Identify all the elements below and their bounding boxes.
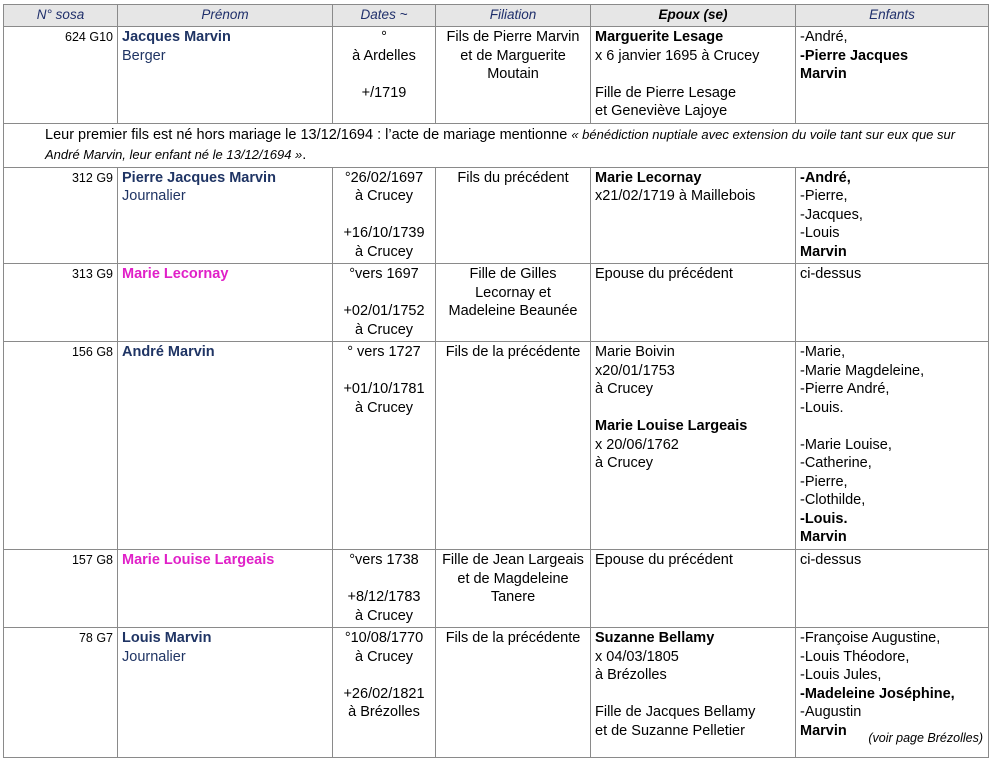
- header-sosa: N° sosa: [4, 5, 118, 27]
- person-occupation: Journalier: [122, 188, 186, 204]
- child-item: -Augustin: [800, 704, 862, 720]
- header-enfants: Enfants: [796, 5, 989, 27]
- dates-cell: [333, 167, 436, 264]
- child-item: -Louis Jules,: [800, 667, 882, 683]
- date-line: à Crucey: [354, 648, 414, 665]
- note-cell: [4, 123, 989, 167]
- table-row: [4, 264, 989, 342]
- note-end: .: [302, 146, 307, 163]
- epoux-cell: [591, 342, 796, 550]
- dates-cell: [333, 342, 436, 550]
- date-line: °10/08/1770: [344, 630, 424, 646]
- date-line: °26/02/1697: [344, 169, 424, 186]
- prenom-cell: [118, 167, 333, 264]
- note-row: [4, 123, 989, 167]
- filiation-cell: Fils de la précédente: [436, 342, 591, 550]
- child-item: Marvin: [800, 66, 847, 82]
- note-quote: « bénédiction nuptiale avec extension du voile tant sur eux que sur André Marvin, leur enfant né le 13/12/1694 »: [45, 126, 956, 162]
- header-dates: Dates ~: [333, 5, 436, 27]
- dates-cell: [333, 27, 436, 124]
- date-line: °vers 1697: [349, 266, 419, 282]
- child-item: -Louis.: [800, 399, 844, 416]
- child-item: -Catherine,: [800, 455, 872, 471]
- dates-cell: [333, 628, 436, 758]
- genealogy-table: [3, 4, 989, 758]
- filiation-cell: Fille de Gilles Lecornay et Madeleine Beaunée: [436, 264, 591, 342]
- child-item: -Pierre,: [800, 473, 848, 490]
- date-line: °: [381, 29, 387, 45]
- child-item: -Marie Magdeleine,: [800, 362, 925, 379]
- spouse-name: Suzanne Bellamy: [595, 630, 715, 646]
- epoux-cell: [591, 628, 796, 758]
- spouse-line: x 20/06/1762: [595, 436, 679, 453]
- sosa-cell: 156 G8: [4, 342, 118, 550]
- header-prenom: Prénom: [118, 5, 333, 27]
- spouse-line: x20/01/1753: [595, 362, 675, 379]
- child-item: -Pierre André,: [800, 381, 890, 397]
- spouse-line: et Geneviève Lajoye: [595, 103, 728, 119]
- child-item: -Françoise Augustine,: [800, 630, 941, 646]
- enfants-cell: ci-dessus: [796, 264, 989, 342]
- prenom-cell: [118, 264, 333, 342]
- table-row: [4, 550, 989, 628]
- child-item: -Jacques,: [800, 206, 863, 223]
- spouse-line: à Crucey: [595, 455, 654, 471]
- date-line: +02/01/1752: [343, 303, 425, 319]
- person-name: Marie Lecornay: [122, 266, 229, 282]
- header-row: [4, 5, 989, 27]
- date-line: +/1719: [361, 84, 407, 101]
- child-item: -Pierre Jacques: [800, 47, 909, 64]
- person-name: Pierre Jacques Marvin: [122, 169, 276, 186]
- spouse-line: à Brézolles: [595, 667, 667, 683]
- date-line: °vers 1738: [349, 552, 419, 568]
- enfants-cell: [796, 342, 989, 550]
- child-item: -Louis: [800, 225, 840, 241]
- enfants-cell: [796, 27, 989, 124]
- sosa-cell: 78 G7: [4, 628, 118, 758]
- child-item: -Louis Théodore,: [800, 648, 910, 665]
- table-row: [4, 342, 989, 550]
- table-row: [4, 27, 989, 124]
- person-name: Jacques Marvin: [122, 29, 231, 45]
- dates-cell: [333, 550, 436, 628]
- child-item: -Pierre,: [800, 188, 848, 204]
- sosa-cell: 624 G10: [4, 27, 118, 124]
- epoux-cell: [591, 27, 796, 124]
- spouse-name: Marie Louise Largeais: [595, 418, 748, 434]
- date-line: à Crucey: [354, 188, 414, 204]
- header-epoux: Epoux (se): [591, 5, 796, 27]
- prenom-cell: [118, 550, 333, 628]
- date-line: +01/10/1781: [343, 381, 425, 397]
- prenom-cell: [118, 342, 333, 550]
- filiation-cell: Fils de Pierre Marvin et de Marguerite Moutain: [436, 27, 591, 124]
- spouse-line: Fille de Pierre Lesage: [595, 84, 737, 101]
- date-line: à Crucey: [354, 243, 414, 260]
- sosa-cell: 312 G9: [4, 167, 118, 264]
- date-line: +8/12/1783: [347, 589, 421, 605]
- date-line: à Ardelles: [352, 47, 416, 64]
- filiation-cell: Fille de Jean Largeais et de Magdeleine Tanere: [436, 550, 591, 628]
- date-line: +16/10/1739: [343, 225, 425, 241]
- header-filiation: Filiation: [436, 5, 591, 27]
- epoux-cell: [591, 167, 796, 264]
- enfants-cell: [796, 167, 989, 264]
- prenom-cell: [118, 628, 333, 758]
- prenom-cell: [118, 27, 333, 124]
- person-name: Louis Marvin: [122, 630, 212, 646]
- spouse-line: Marie Boivin: [595, 344, 675, 360]
- date-line: à Crucey: [354, 399, 414, 416]
- date-line: à Crucey: [354, 607, 414, 624]
- child-item: -Marie,: [800, 344, 846, 360]
- date-line: à Crucey: [354, 321, 414, 338]
- date-line: +26/02/1821: [343, 685, 425, 702]
- spouse-line: x 04/03/1805: [595, 648, 679, 665]
- date-line: ° vers 1727: [347, 344, 421, 360]
- table-row: [4, 628, 989, 758]
- dates-cell: [333, 264, 436, 342]
- child-item: -Clothilde,: [800, 492, 866, 508]
- date-line: à Brézolles: [348, 704, 420, 720]
- table-row: [4, 167, 989, 264]
- spouse-line: x21/02/1719 à Maillebois: [595, 188, 756, 204]
- spouse-line: Fille de Jacques Bellamy: [595, 704, 756, 720]
- spouse-line: x 6 janvier 1695 à Crucey: [595, 47, 760, 64]
- child-item: -Marie Louise,: [800, 436, 892, 453]
- spouse-line: à Crucey: [595, 381, 654, 397]
- enfants-cell: ci-dessus: [796, 550, 989, 628]
- filiation-cell: Fils du précédent: [436, 167, 591, 264]
- child-item: Marvin: [800, 722, 847, 739]
- child-item: -André,: [800, 169, 851, 186]
- person-name: Marie Louise Largeais: [122, 552, 275, 568]
- sosa-cell: 313 G9: [4, 264, 118, 342]
- footnote: (voir page Brézolles): [868, 731, 983, 745]
- spouse-name: Marguerite Lesage: [595, 29, 724, 45]
- person-name: André Marvin: [122, 344, 215, 360]
- note-text: Leur premier fils est né hors mariage le 13/12/1694 : l’acte de mariage mentionne: [45, 126, 572, 143]
- child-item: -André,: [800, 29, 848, 45]
- child-item: -Louis.: [800, 510, 848, 527]
- spouse-line: et de Suzanne Pelletier: [595, 722, 745, 739]
- epoux-cell: Epouse du précédent: [591, 550, 796, 628]
- epoux-cell: Epouse du précédent: [591, 264, 796, 342]
- spouse-name: Marie Lecornay: [595, 169, 702, 186]
- filiation-cell: Fils de la précédente: [436, 628, 591, 758]
- child-item: Marvin: [800, 529, 847, 545]
- child-item: Marvin: [800, 243, 847, 260]
- person-occupation: Berger: [122, 47, 166, 64]
- sosa-cell: 157 G8: [4, 550, 118, 628]
- child-item: -Madeleine Joséphine,: [800, 685, 955, 702]
- person-occupation: Journalier: [122, 648, 186, 665]
